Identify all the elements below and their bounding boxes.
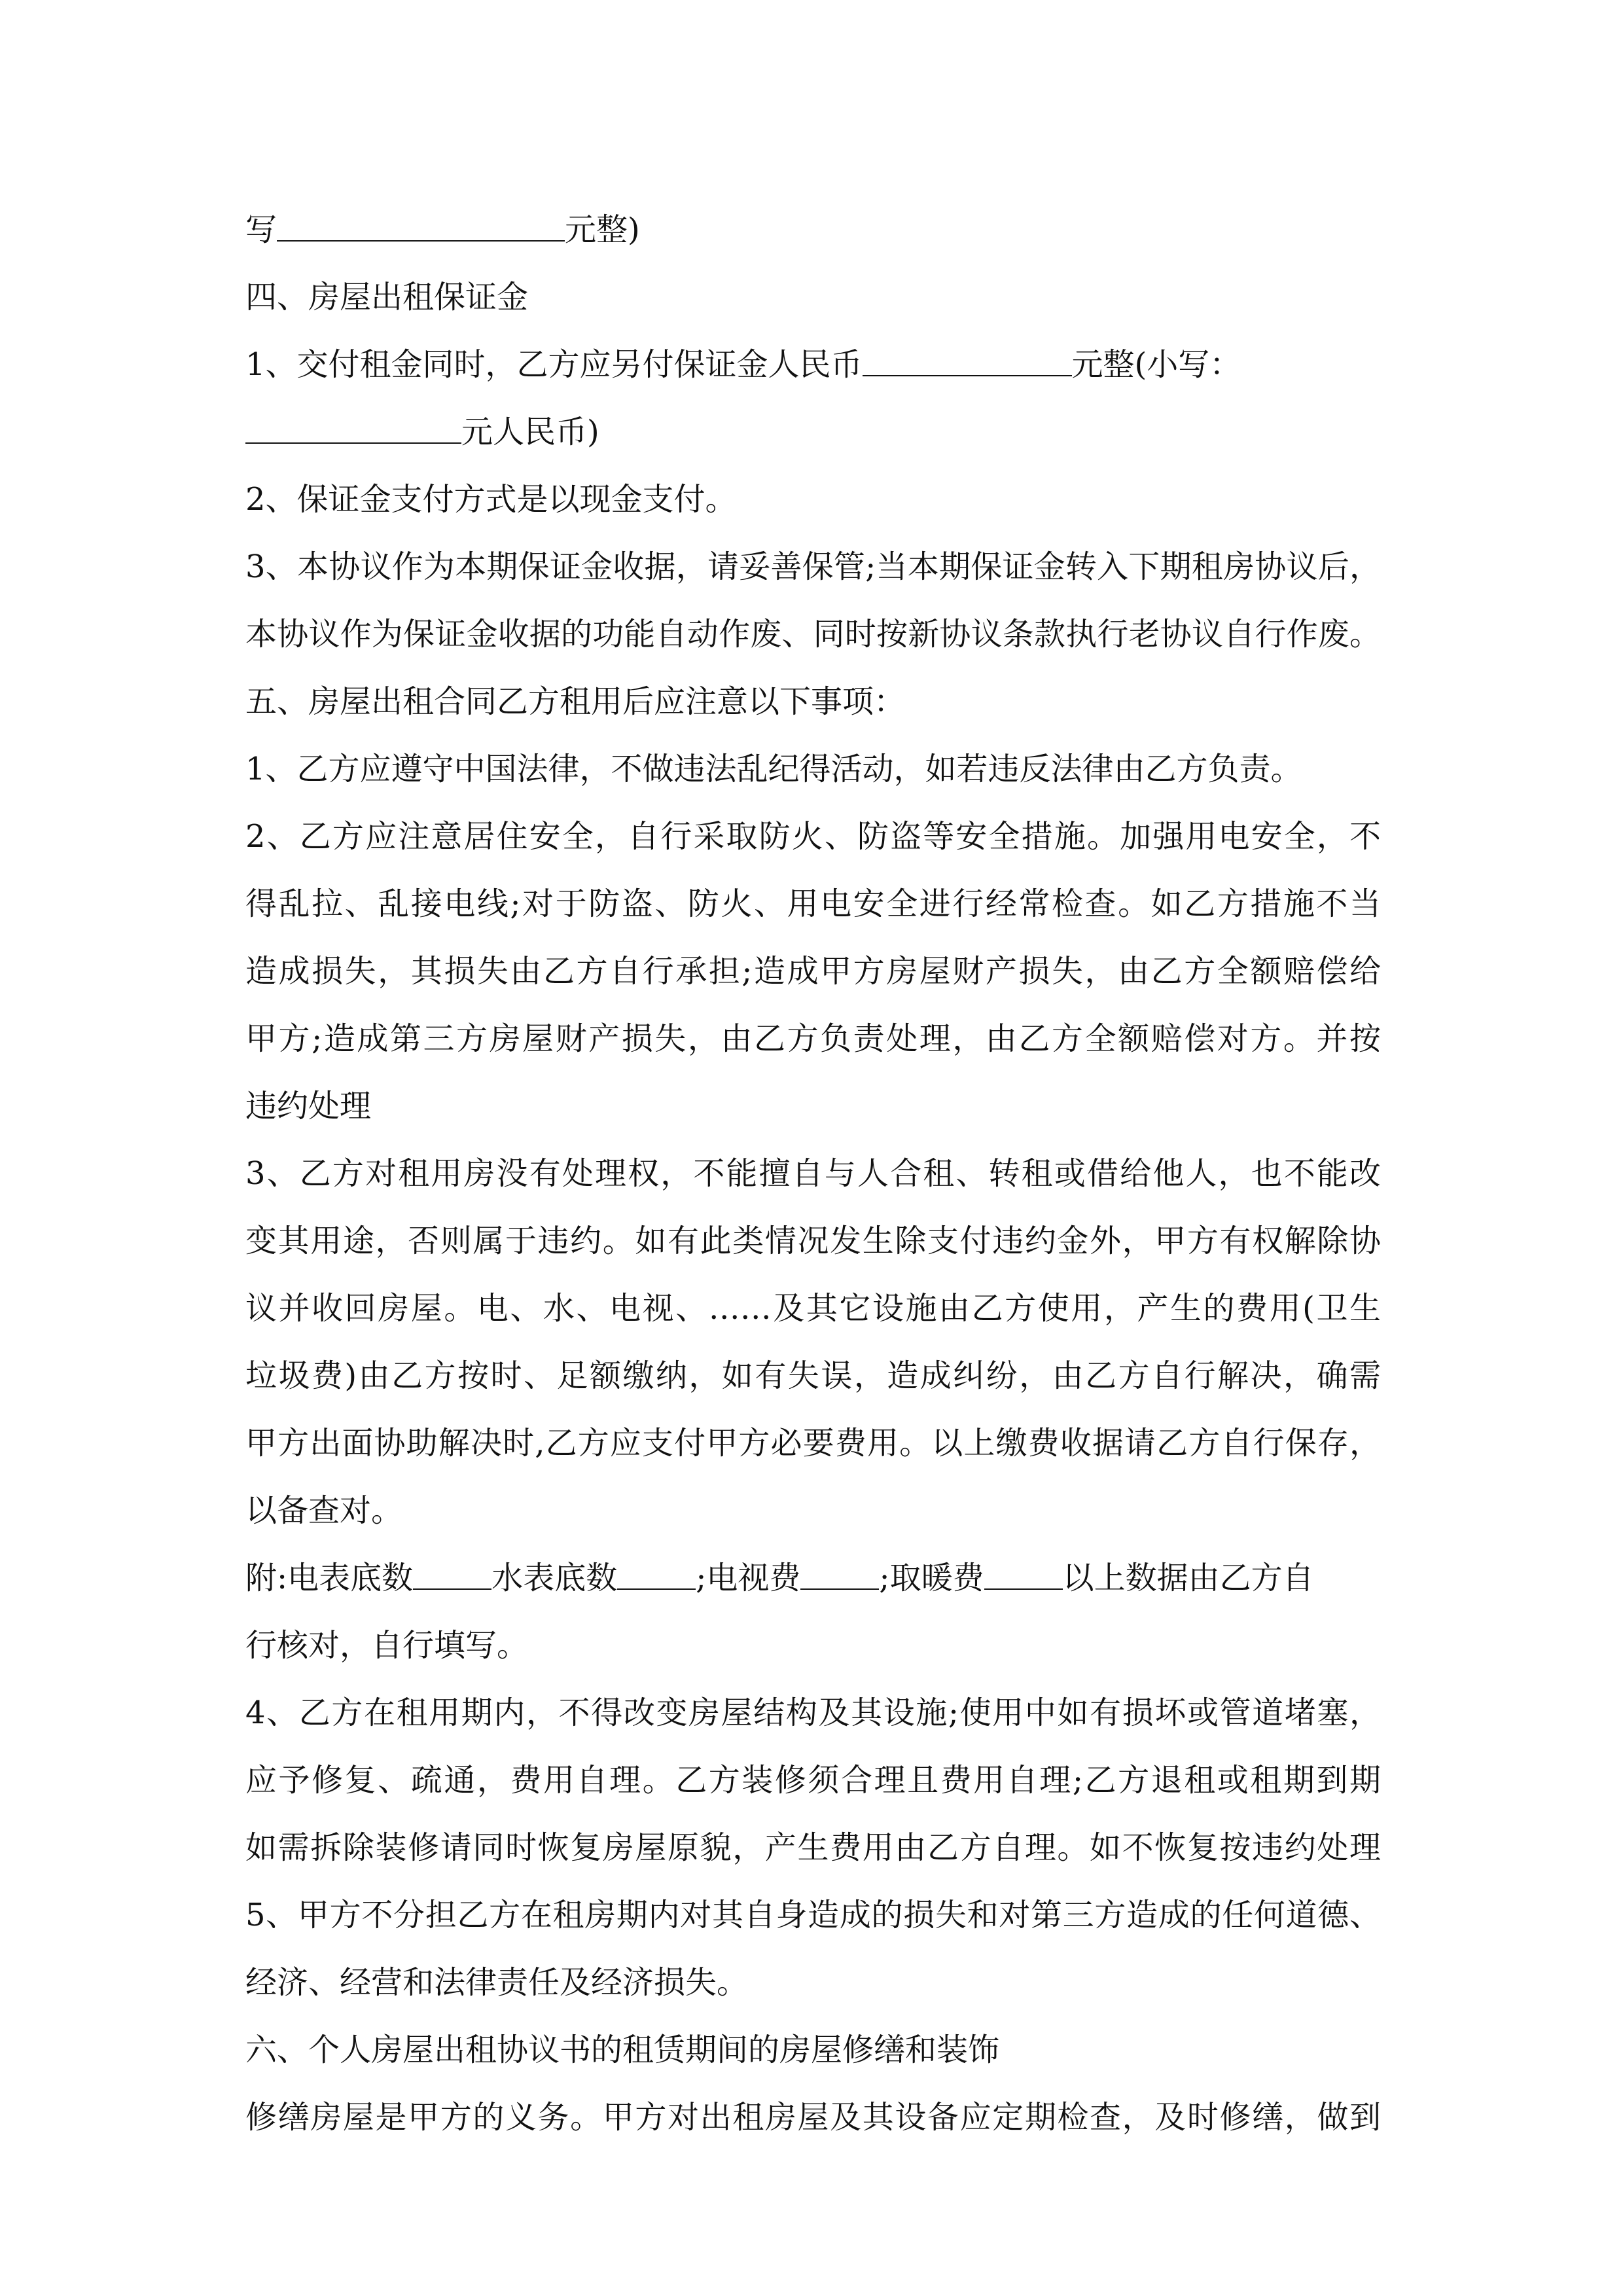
blank-line xyxy=(413,1560,491,1590)
text-line xyxy=(245,331,1381,399)
text-segment: 以上数据由乙方自 xyxy=(1062,1560,1314,1596)
text-line: 变其用途，否则属于违约。如有此类情况发生除支付违约金外，甲方有权解除协 xyxy=(245,1223,1381,1259)
document-body xyxy=(245,196,1381,2151)
text-line: 甲方出面协助解决时,乙方应支付甲方必要费用。以上缴费收据请乙方自行保存， xyxy=(245,1425,1381,1462)
text-line: 以备查对。 xyxy=(245,1492,403,1529)
text-line xyxy=(245,196,1381,264)
blank-line xyxy=(617,1560,696,1590)
blank-line xyxy=(863,346,1072,376)
blank-line xyxy=(245,414,461,444)
section-heading: 五、房屋出租合同乙方租用后应注意以下事项： xyxy=(245,683,906,720)
text-line: 垃圾费)由乙方按时、足额缴纳，如有失误，造成纠纷，由乙方自行解决，确需 xyxy=(245,1357,1381,1394)
text-line: 2、乙方应注意居住安全，自行采取防火、防盗等安全措施。加强用电安全，不 xyxy=(245,818,1381,855)
text-line: 修缮房屋是甲方的义务。甲方对出租房屋及其设备应定期检查，及时修缮，做到 xyxy=(245,2099,1381,2136)
text-line: 4、乙方在租用期内，不得改变房屋结构及其设施;使用中如有损坏或管道堵塞， xyxy=(245,1695,1381,1731)
text-line: 得乱拉、乱接电线;对于防盗、防火、用电安全进行经常检查。如乙方措施不当 xyxy=(245,886,1381,922)
text-line: 甲方;造成第三方房屋财产损失，由乙方负责处理，由乙方全额赔偿对方。并按 xyxy=(245,1020,1381,1057)
text-segment: 元人民币) xyxy=(461,414,599,450)
text-line: 3、乙方对租用房没有处理权，不能擅自与人合租、转租或借给他人，也不能改 xyxy=(245,1155,1381,1192)
text-line: 行核对，自行填写。 xyxy=(245,1627,529,1664)
blank-line xyxy=(984,1560,1063,1590)
text-line: 5、甲方不分担乙方在租房期内对其自身造成的损失和对第三方造成的任何道德、 xyxy=(245,1897,1381,1933)
text-segment: 水表底数 xyxy=(491,1560,618,1596)
text-line: 议并收回房屋。电、水、电视、……及其它设施由乙方使用，产生的费用(卫生 xyxy=(245,1290,1381,1327)
text-line: 造成损失，其损失由乙方自行承担;造成甲方房屋财产损失，由乙方全额赔偿给 xyxy=(245,953,1381,990)
text-segment: 1、交付租金同时，乙方应另付保证金人民币 xyxy=(245,346,863,383)
text-line xyxy=(245,1545,1381,1612)
text-line: 1、乙方应遵守中国法律，不做违法乱纪得活动，如若违反法律由乙方负责。 xyxy=(245,751,1302,787)
text-segment: 元整) xyxy=(565,211,640,248)
text-segment: 元整(小写： xyxy=(1071,346,1241,383)
text-line: 3、本协议作为本期保证金收据，请妥善保管;当本期保证金转入下期租房协议后， xyxy=(245,548,1381,585)
text-line: 经济、经营和法律责任及经济损失。 xyxy=(245,1964,749,2001)
section-heading: 六、个人房屋出租协议书的租赁期间的房屋修缮和装饰 xyxy=(245,2032,1000,2068)
text-line: 应予修复、疏通，费用自理。乙方装修须合理且费用自理;乙方退租或租期到期 xyxy=(245,1762,1381,1799)
text-line: 2、保证金支付方式是以现金支付。 xyxy=(245,481,737,518)
text-line: 如需拆除装修请同时恢复房屋原貌，产生费用由乙方自理。如不恢复按违约处理 xyxy=(245,1829,1381,1866)
blank-line xyxy=(800,1560,879,1590)
text-line: 本协议作为保证金收据的功能自动作废、同时按新协议条款执行老协议自行作废。 xyxy=(245,616,1381,653)
text-segment: ;电视费 xyxy=(696,1560,801,1596)
text-segment: 附:电表底数 xyxy=(245,1560,414,1596)
section-heading: 四、房屋出租保证金 xyxy=(245,279,529,315)
text-line xyxy=(245,399,1381,466)
blank-line xyxy=(277,211,565,242)
text-segment: ;取暖费 xyxy=(879,1560,984,1596)
text-segment: 写 xyxy=(245,211,277,248)
text-line: 违约处理 xyxy=(245,1088,372,1124)
